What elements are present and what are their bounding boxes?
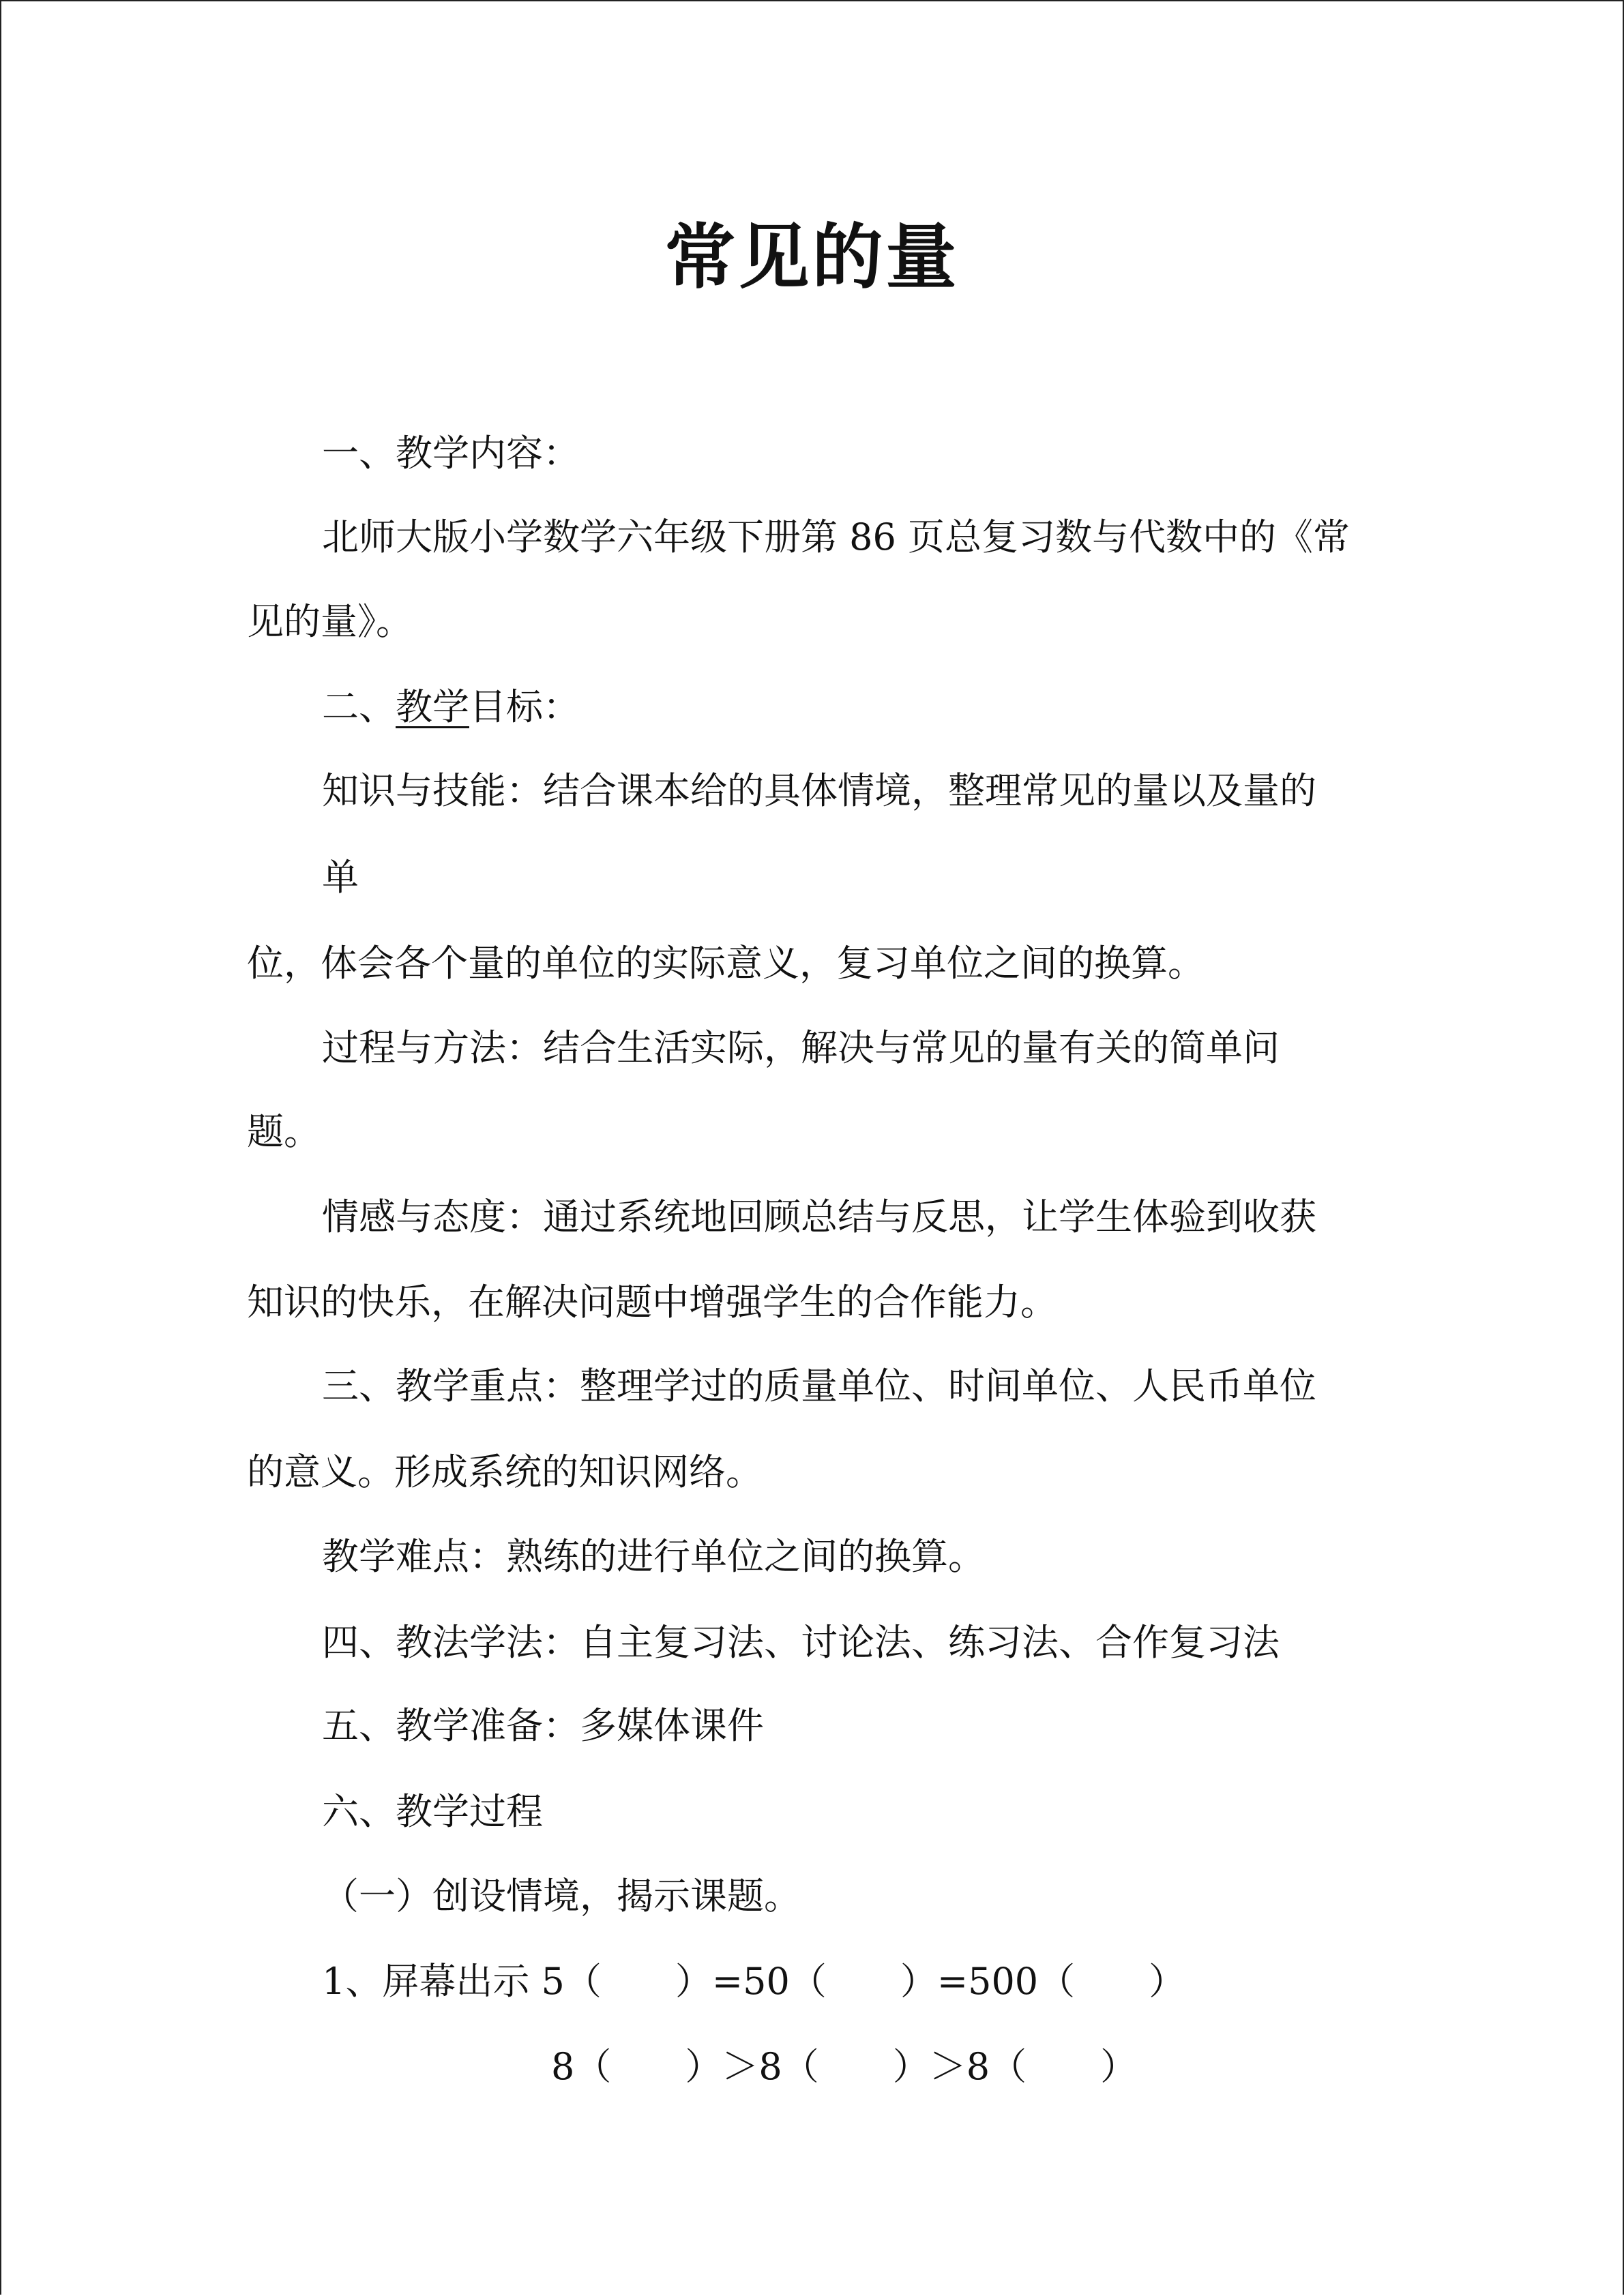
section-1-heading: 一、教学内容：: [322, 432, 580, 475]
paragraph-line: 教学难点：熟练的进行单位之间的换算。: [322, 1535, 985, 1578]
section-6-heading: 六、教学过程: [322, 1790, 543, 1833]
heading-prefix: 二、: [322, 685, 396, 728]
paragraph-line: 北师大版小学数学六年级下册第 86 页总复习数与代数中的《常: [322, 516, 1350, 558]
document-title: 常见的量: [664, 215, 960, 299]
paragraph-line: 情感与态度：通过系统地回顾总结与反思，让学生体验到收获: [322, 1195, 1316, 1238]
exercise-line: 1、屏幕出示 5（ ）=50（ ）=500（ ）: [322, 1960, 1186, 2003]
paragraph-line: 知识与技能：结合课本给的具体情境，整理常见的量以及量的: [322, 769, 1316, 812]
paragraph-line: 见的量》。: [247, 600, 413, 643]
paragraph-line: 的意义。形成系统的知识网络。: [247, 1450, 763, 1493]
section-3-heading: 三、教学重点：整理学过的质量单位、时间单位、人民币单位: [322, 1365, 1316, 1407]
subsection-heading: （一）创设情境，揭示课题。: [322, 1875, 801, 1918]
paragraph-line: 位，体会各个量的单位的实际意义，复习单位之间的换算。: [247, 942, 1205, 985]
paragraph-line: 知识的快乐，在解决问题中增强学生的合作能力。: [247, 1281, 1057, 1324]
section-2-heading: [322, 683, 580, 731]
paragraph-line: 过程与方法：结合生活实际，解决与常见的量有关的简单问: [322, 1026, 1280, 1069]
underlined-word: 教学: [396, 685, 469, 728]
heading-suffix: 目标：: [469, 685, 580, 728]
paragraph-line: 单: [322, 856, 359, 899]
section-5-heading: 五、教学准备：多媒体课件: [322, 1704, 764, 1747]
section-4-heading: 四、教法学法：自主复习法、讨论法、练习法、合作复习法: [322, 1621, 1280, 1664]
exercise-line: 8（ ）＞8（ ）＞8（ ）: [551, 2045, 1138, 2088]
paragraph-line: 题。: [247, 1110, 321, 1153]
